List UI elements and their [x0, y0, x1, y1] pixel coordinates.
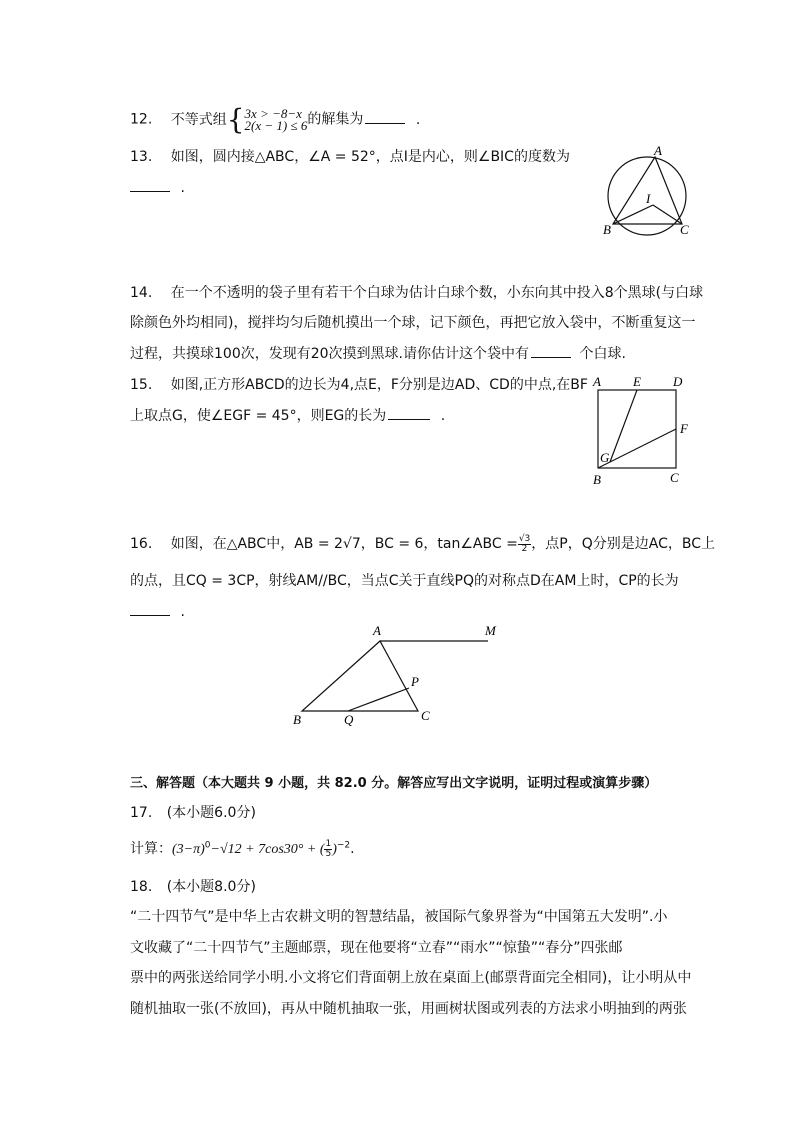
question-end: . [415, 111, 421, 128]
label-C: C [670, 470, 679, 485]
figure-15-square [588, 372, 698, 492]
question-line-2: 除颜色外均相同)，搅拌均匀后随机摸出一个球，记下颜色，再把它放入袋中，不断重复这一 [130, 315, 696, 331]
question-number: 12. [130, 111, 153, 128]
question-number: 16. [130, 536, 153, 552]
answer-blank [365, 111, 405, 124]
question-end: . [440, 408, 446, 424]
question-16 [130, 533, 715, 554]
question-line-3-end: 个白球. [579, 346, 626, 362]
question-16-answer-line [130, 603, 185, 620]
label-C: C [680, 222, 689, 237]
paragraph-line: 文收藏了“二十四节气”主题邮票，现在他要将“立春”“雨水”“惊蛰”“春分”四张邮 [130, 940, 623, 956]
question-number: 15. [130, 377, 153, 393]
label-A: A [373, 623, 381, 638]
question-18-line-3 [130, 967, 691, 987]
question-18-line-1 [130, 906, 667, 926]
answer-blank [531, 345, 571, 358]
question-number: 17. [130, 805, 153, 821]
question-score: (本小题6.0分) [166, 805, 256, 821]
inequality-2: 2(x − 1) ≤ 6 [244, 117, 308, 133]
question-16-line-2 [130, 570, 679, 590]
question-end: . [180, 604, 185, 620]
fraction-sqrt3-over-2 [518, 535, 531, 554]
brace-symbol: { [226, 103, 245, 136]
question-15 [130, 374, 588, 394]
label-B: B [593, 472, 601, 487]
question-line-1: 如图，在△ABC中，AB = 2√7，BC = 6，tan∠ABC = [170, 536, 518, 552]
figure-16-triangle [285, 620, 500, 730]
paragraph-line: 随机抽取一张(不放回)，再从中随机抽取一张，用画树状图或列表的方法求小明抽到的两张 [130, 1001, 687, 1017]
question-line-1-end: ，点P，Q分别是边AC，BC上 [531, 536, 715, 552]
label-D: D [673, 374, 683, 389]
question-15-line-2 [130, 405, 445, 425]
question-line-3: 过程，共摸球100次，发现有20次摸到黑球.请你估计这个袋中有 [130, 346, 529, 362]
label-C: C [421, 708, 430, 723]
expr-part-c: ) [332, 842, 337, 857]
fraction-denominator: 5 [325, 848, 332, 859]
inequality-system [244, 105, 308, 133]
question-17-expression [130, 838, 355, 859]
label-I: I [646, 191, 651, 206]
question-14-line-2 [130, 312, 695, 332]
question-number: 13. [130, 149, 153, 165]
label-A: A [654, 143, 662, 158]
label-M: M [485, 623, 496, 638]
figure-13-circle [598, 143, 698, 238]
question-text-suffix: 的解集为 [307, 111, 364, 128]
paragraph-line: 票中的两张送给同学小明.小文将它们背面朝上放在桌面上(邮票背面完全相同)，让小明从中 [130, 970, 692, 986]
fraction-numerator: 1 [325, 838, 332, 849]
exponent-neg2: −2 [336, 840, 351, 851]
section-3-heading [130, 772, 657, 791]
exponent-zero: 0 [204, 840, 211, 851]
question-line-1: 如图,正方形ABCD的边长为4,点E，F分别是边AD、CD的中点,在BF [170, 377, 588, 393]
label-Q: Q [344, 712, 354, 727]
question-14-line-3 [130, 343, 626, 363]
question-line-2: 上取点G，使∠EGF = 45°，则EG的长为 [130, 408, 387, 424]
label-F: F [680, 421, 688, 436]
calc-label: 计算： [130, 841, 172, 857]
section-title: 三、解答题（本大题共 9 小题，共 82.0 分。解答应写出文字说明，证明过程或演算步骤） [130, 776, 658, 791]
question-score: (本小题8.0分) [166, 879, 256, 895]
question-14 [130, 282, 703, 302]
question-text: 不等式组 [170, 111, 227, 128]
paragraph-line: “二十四节气”是中华上古农耕文明的智慧结晶，被国际气象界誉为“中国第五大发明”.小 [130, 909, 668, 925]
label-P: P [411, 674, 419, 689]
question-end: . [180, 180, 185, 196]
question-12 [130, 103, 420, 136]
expr-end: . [350, 841, 355, 857]
question-line-2: 的点，且CQ = 3CP，射线AM//BC，当点C关于直线PQ的对称点D在AM上时，CP的长为 [130, 573, 679, 589]
question-number: 14. [130, 285, 153, 301]
fraction-numerator: √3 [518, 533, 531, 544]
expr-part-b: −√12 + 7cos30° + ( [210, 842, 325, 857]
question-18-line-2 [130, 937, 623, 957]
answer-blank [130, 603, 170, 616]
question-13-answer-line [130, 179, 185, 196]
question-13 [130, 146, 570, 166]
answer-blank [388, 407, 430, 420]
inequality-1: 3x > −8−x [244, 105, 302, 121]
question-18 [130, 876, 256, 896]
question-17 [130, 802, 256, 822]
answer-blank [130, 179, 170, 192]
question-text: 如图，圆内接△ABC，∠A = 52°，点I是内心，则∠BIC的度数为 [170, 149, 570, 165]
label-E: E [633, 374, 641, 389]
question-line-1: 在一个不透明的袋子里有若干个白球为估计白球个数，小东向其中投入8个黑球(与白球 [170, 285, 704, 301]
label-B: B [603, 222, 611, 237]
expr-part-a: (3−π) [172, 842, 205, 857]
label-G: G [600, 450, 610, 465]
label-A: A [593, 374, 601, 389]
fraction-denominator: 2 [521, 543, 528, 554]
label-B: B [293, 712, 301, 727]
question-number: 18. [130, 879, 153, 895]
question-18-line-4 [130, 998, 687, 1018]
